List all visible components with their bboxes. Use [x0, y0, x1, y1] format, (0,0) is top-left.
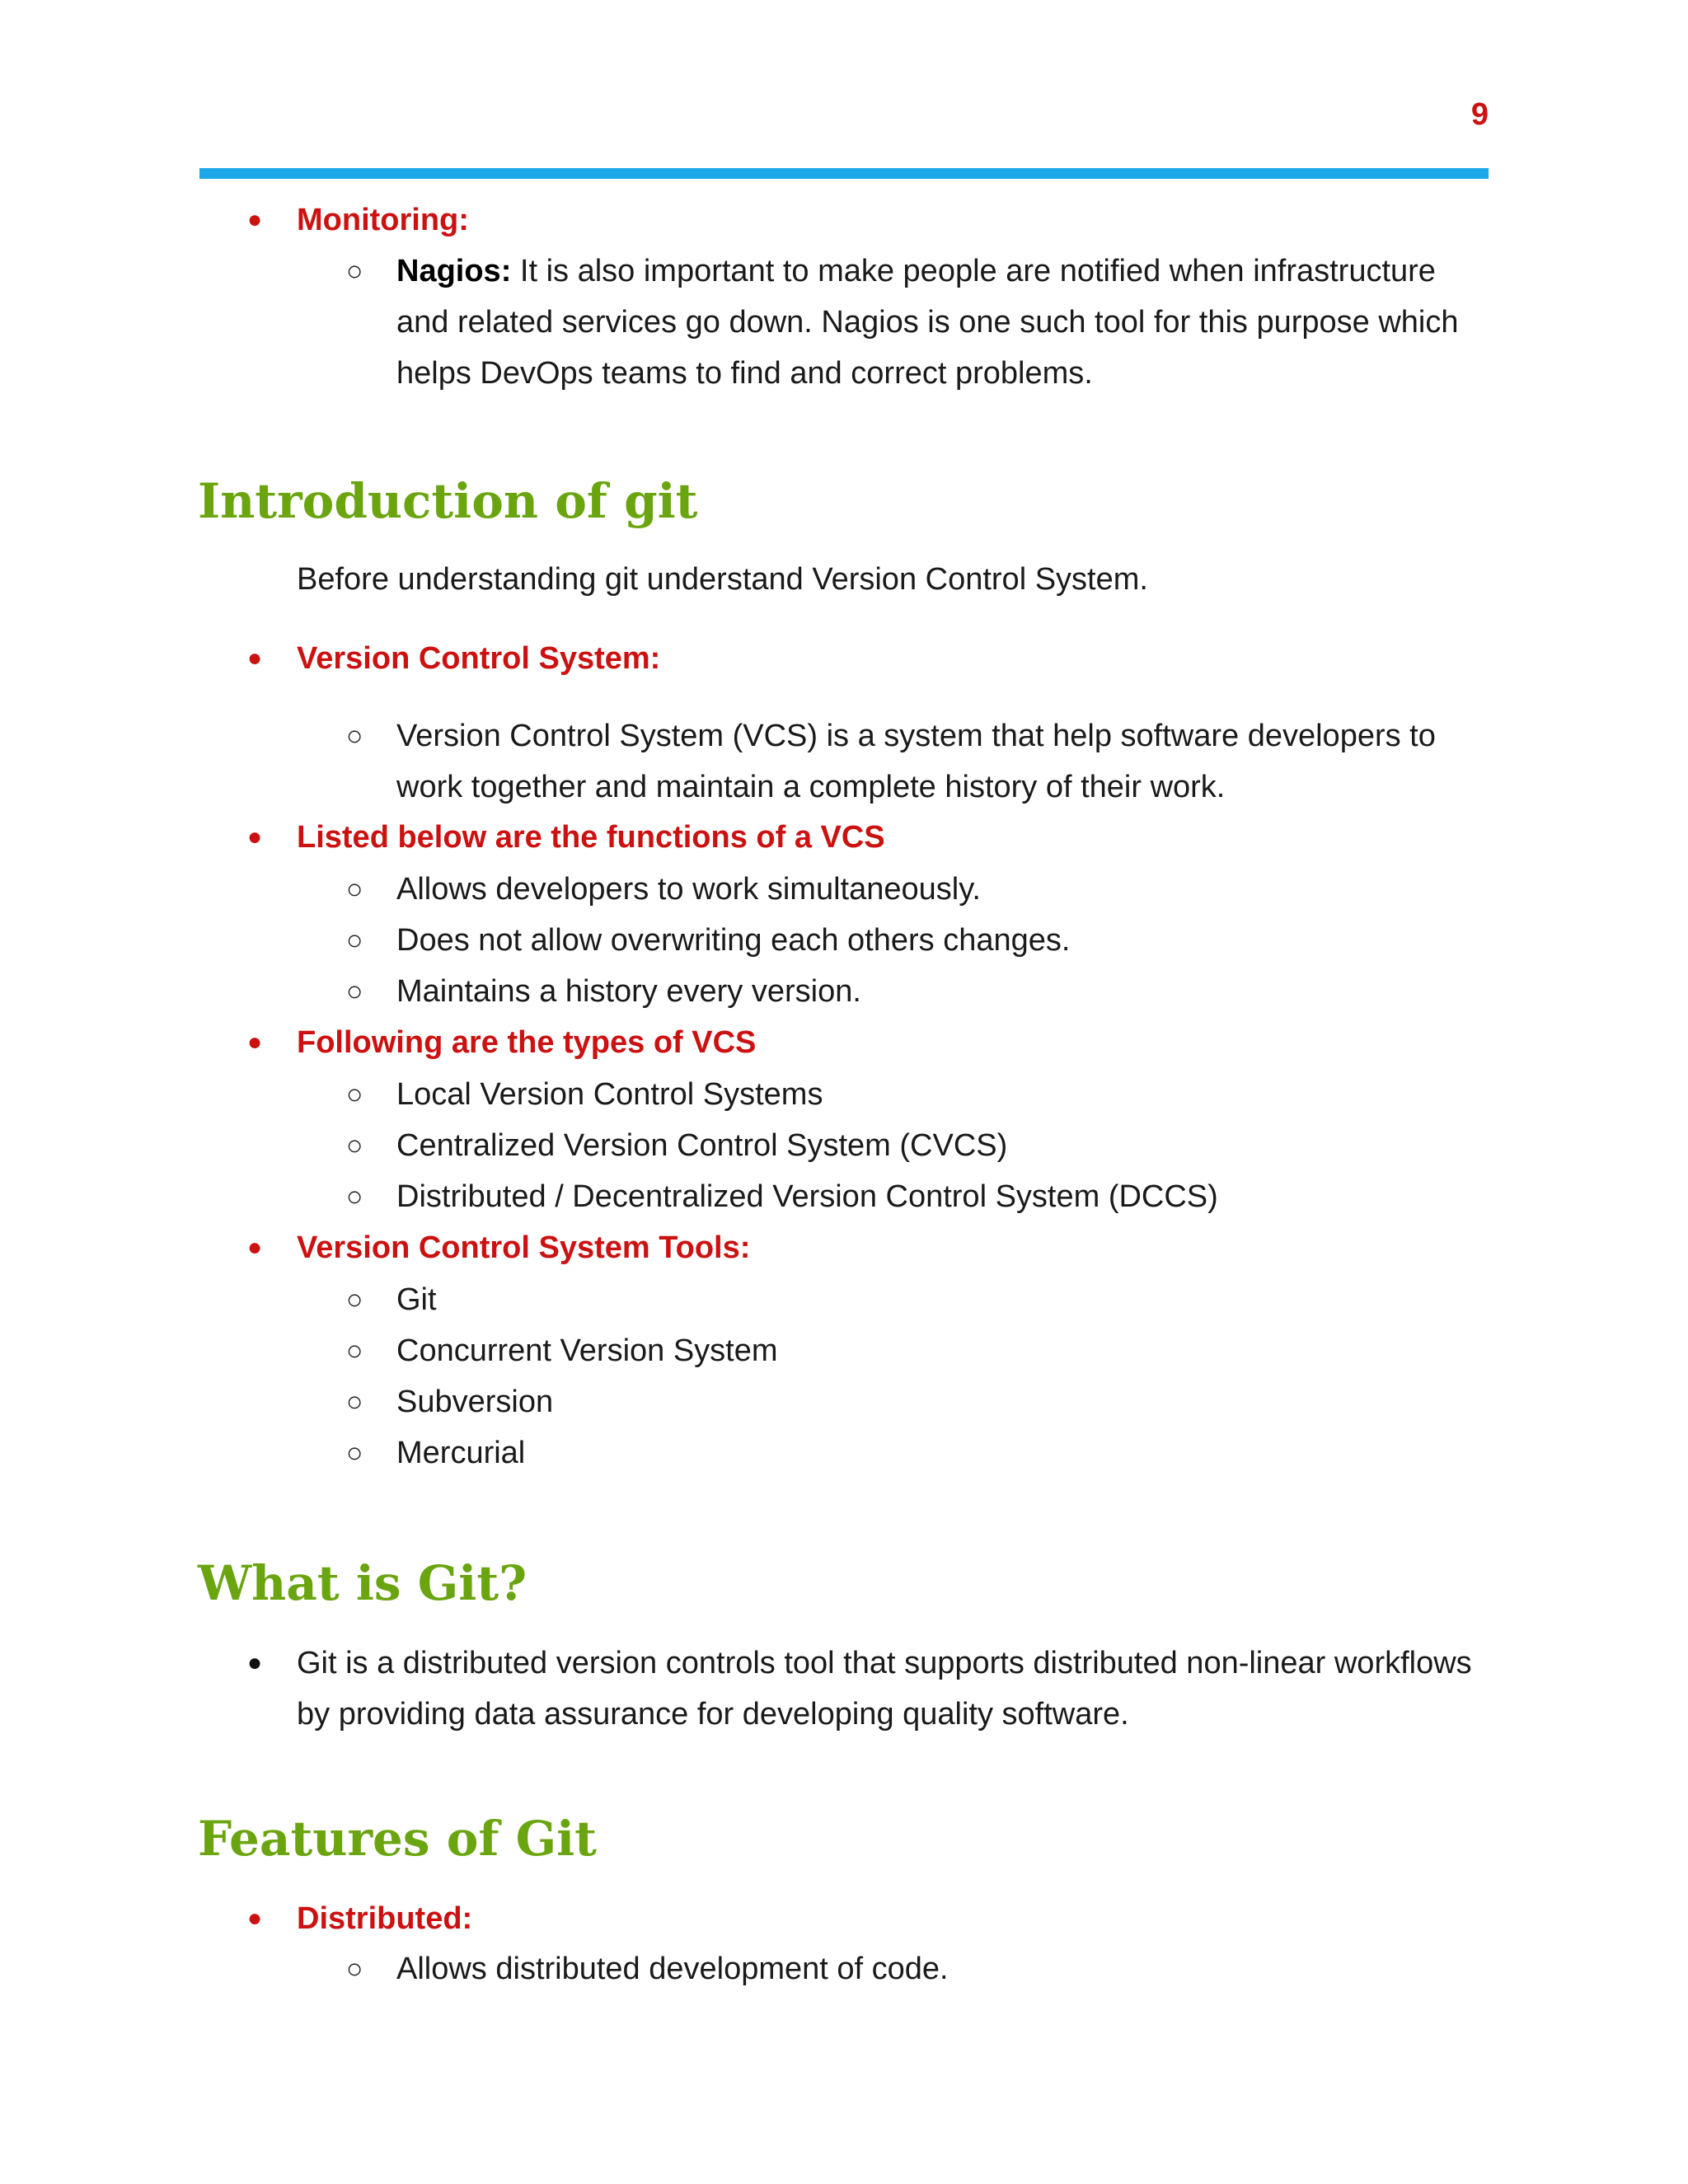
- bullet-icon: ●: [247, 1029, 263, 1056]
- bullet-icon: ●: [247, 206, 263, 233]
- sub-bullet-icon: ○: [346, 1284, 363, 1315]
- vcs-heading: Version Control System:: [297, 641, 661, 676]
- types-heading: Following are the types of VCS: [297, 1025, 757, 1060]
- bullet-icon: ●: [247, 823, 263, 851]
- sub-bullet-icon: ○: [346, 1130, 363, 1161]
- nagios-label: Nagios:: [396, 254, 512, 288]
- sub-bullet-icon: ○: [346, 925, 363, 956]
- features-title: Features of Git: [198, 1811, 597, 1867]
- intro-title: Introduction of git: [198, 473, 698, 529]
- nagios-text: It is also important to make people are notified when infrastructure and related services go down. Nagios is one such tool for this purpose which helps DevOps teams to find and correct problems.: [396, 254, 1459, 391]
- sub-bullet-icon: ○: [346, 720, 363, 752]
- sub-bullet-icon: ○: [346, 1953, 363, 1985]
- sub-bullet-icon: ○: [346, 1335, 363, 1366]
- type-item: Distributed / Decentralized Version Control System (DCCS): [396, 1179, 1218, 1214]
- intro-lead: Before understanding git understand Version Control System.: [297, 562, 1148, 597]
- vcs-description: Version Control System (VCS) is a system that help software developers to work together and maintain a complete history of their work.: [396, 719, 1436, 804]
- tool-item: Subversion: [396, 1385, 554, 1419]
- function-item: Does not allow overwriting each others changes.: [396, 923, 1071, 958]
- what-is-git-text: Git is a distributed version controls tool that supports distributed non-linear workflows by providing data assurance for developing quality software.: [297, 1646, 1472, 1732]
- bullet-icon: ●: [247, 1649, 263, 1676]
- tool-item: Mercurial: [396, 1436, 526, 1470]
- sub-bullet-icon: ○: [346, 976, 363, 1007]
- bullet-icon: ●: [247, 1905, 263, 1932]
- nagios-paragraph: [396, 246, 1484, 399]
- type-item: Centralized Version Control System (CVCS): [396, 1128, 1008, 1163]
- bullet-icon: ●: [247, 644, 263, 672]
- sub-bullet-icon: ○: [346, 874, 363, 905]
- tools-heading: Version Control System Tools:: [297, 1230, 751, 1265]
- sub-bullet-icon: ○: [346, 1181, 363, 1212]
- tool-item: Concurrent Version System: [396, 1333, 778, 1368]
- function-item: Allows developers to work simultaneously.: [396, 872, 981, 907]
- tool-item: Git: [396, 1282, 437, 1317]
- sub-bullet-icon: ○: [346, 255, 363, 287]
- bullet-icon: ●: [247, 1234, 263, 1261]
- sub-bullet-icon: ○: [346, 1437, 363, 1469]
- sub-bullet-icon: ○: [346, 1079, 363, 1110]
- what-is-git-title: What is Git?: [198, 1555, 528, 1611]
- distributed-text: Allows distributed development of code.: [396, 1952, 949, 1986]
- type-item: Local Version Control Systems: [396, 1077, 823, 1112]
- page-number: 9: [1470, 97, 1489, 132]
- monitoring-heading: Monitoring:: [297, 203, 469, 237]
- distributed-heading: Distributed:: [297, 1901, 473, 1936]
- function-item: Maintains a history every version.: [396, 974, 861, 1009]
- sub-bullet-icon: ○: [346, 1386, 363, 1418]
- functions-heading: Listed below are the functions of a VCS: [297, 820, 885, 855]
